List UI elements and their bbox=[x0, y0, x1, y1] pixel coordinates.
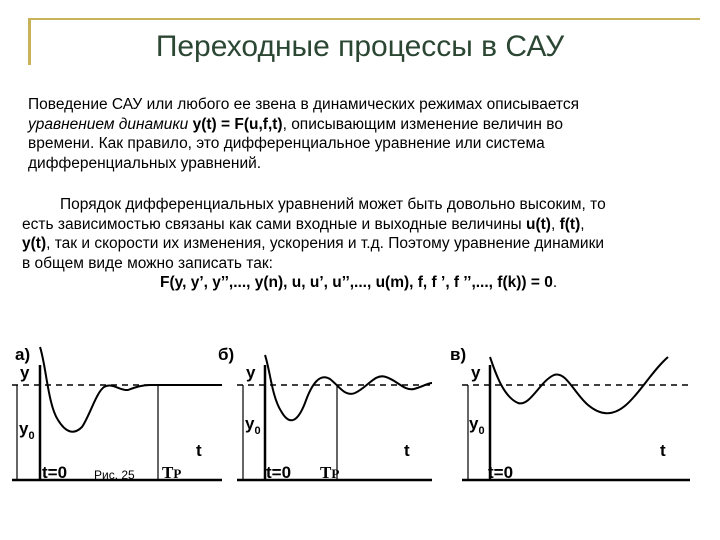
transient-process-figure bbox=[0, 335, 720, 540]
panel-a-t0-label: t=0 bbox=[42, 463, 68, 482]
panel-a-tp-label: TP bbox=[162, 463, 182, 482]
paragraph2-f-var: f(t) bbox=[559, 215, 581, 233]
paragraph2-line1: Порядок дифференциальных уравнений может быть довольно высоким, то bbox=[60, 196, 606, 213]
paragraph1-line2-rest: , описывающим изменение величин во bbox=[282, 115, 563, 133]
panel-c-t0-label: t=0 bbox=[488, 463, 514, 482]
paragraph1-line1: Поведение САУ или любого ее звена в динамических режимах описывается bbox=[28, 96, 579, 113]
paragraph2-y-var: y(t) bbox=[22, 235, 47, 252]
panel-b-y0-label: $y_0$ bbox=[245, 414, 261, 437]
panel-a-y0-label: $y_0$ bbox=[19, 419, 35, 442]
panel-b-tp-label: TP bbox=[320, 463, 340, 482]
paragraph-equation-order bbox=[22, 195, 702, 293]
equation-period: . bbox=[552, 274, 558, 291]
panel-c-letter: в) bbox=[450, 345, 467, 364]
panel-a bbox=[12, 345, 222, 482]
panel-a-t-label: t bbox=[196, 441, 202, 460]
paragraph2-line3: , так и скорости их изменения, ускорения и т.д. Поэтому уравнение динамики bbox=[46, 235, 605, 252]
panel-a-transient-curve bbox=[40, 347, 222, 432]
figure-caption: Рис. 25 bbox=[94, 468, 135, 482]
panel-c-t-label: t bbox=[660, 441, 666, 460]
paragraph1-line3: времени. Как правило, это дифференциальное уравнение или система bbox=[28, 135, 545, 152]
paragraph2-separator: , bbox=[550, 215, 560, 233]
paragraph1-equation: y(t) = F(u,f,t) bbox=[188, 115, 283, 133]
panel-c-y0-label: $y_0$ bbox=[469, 414, 485, 437]
paragraph2-line4: в общем виде можно записать так: bbox=[22, 254, 273, 272]
panel-b-t0-label: t=0 bbox=[266, 463, 292, 482]
decorative-horizontal-line bbox=[28, 18, 700, 20]
paragraph2-u-var: u(t) bbox=[526, 215, 551, 233]
paragraph-dynamics-definition bbox=[28, 95, 698, 173]
general-dynamics-equation: F(y, y’, y’’,..., y(n), u, u’, u’’,..., u(m), f, f ’, f ’’,..., f(k)) = 0 bbox=[160, 274, 553, 291]
paragraph2-line2: есть зависимостью связаны как сами входные и выходные величины bbox=[22, 215, 527, 233]
panel-b-transient-curve bbox=[265, 355, 432, 420]
panel-b bbox=[218, 345, 432, 482]
panel-b-y-label: y bbox=[246, 363, 256, 382]
panel-b-letter: б) bbox=[218, 345, 235, 364]
paragraph1-italic-term: уравнением динамики bbox=[28, 115, 189, 133]
panel-b-t-label: t bbox=[404, 441, 410, 460]
paragraph2-comma: , bbox=[580, 215, 585, 233]
paragraph1-line4: дифференциальных уравнений. bbox=[28, 154, 262, 172]
panel-c bbox=[450, 345, 690, 482]
panel-a-y-label: y bbox=[20, 363, 30, 382]
panel-c-y-label: y bbox=[471, 363, 481, 382]
panel-a-letter: а) bbox=[15, 345, 31, 364]
slide-title: Переходные процессы в САУ bbox=[155, 30, 565, 63]
